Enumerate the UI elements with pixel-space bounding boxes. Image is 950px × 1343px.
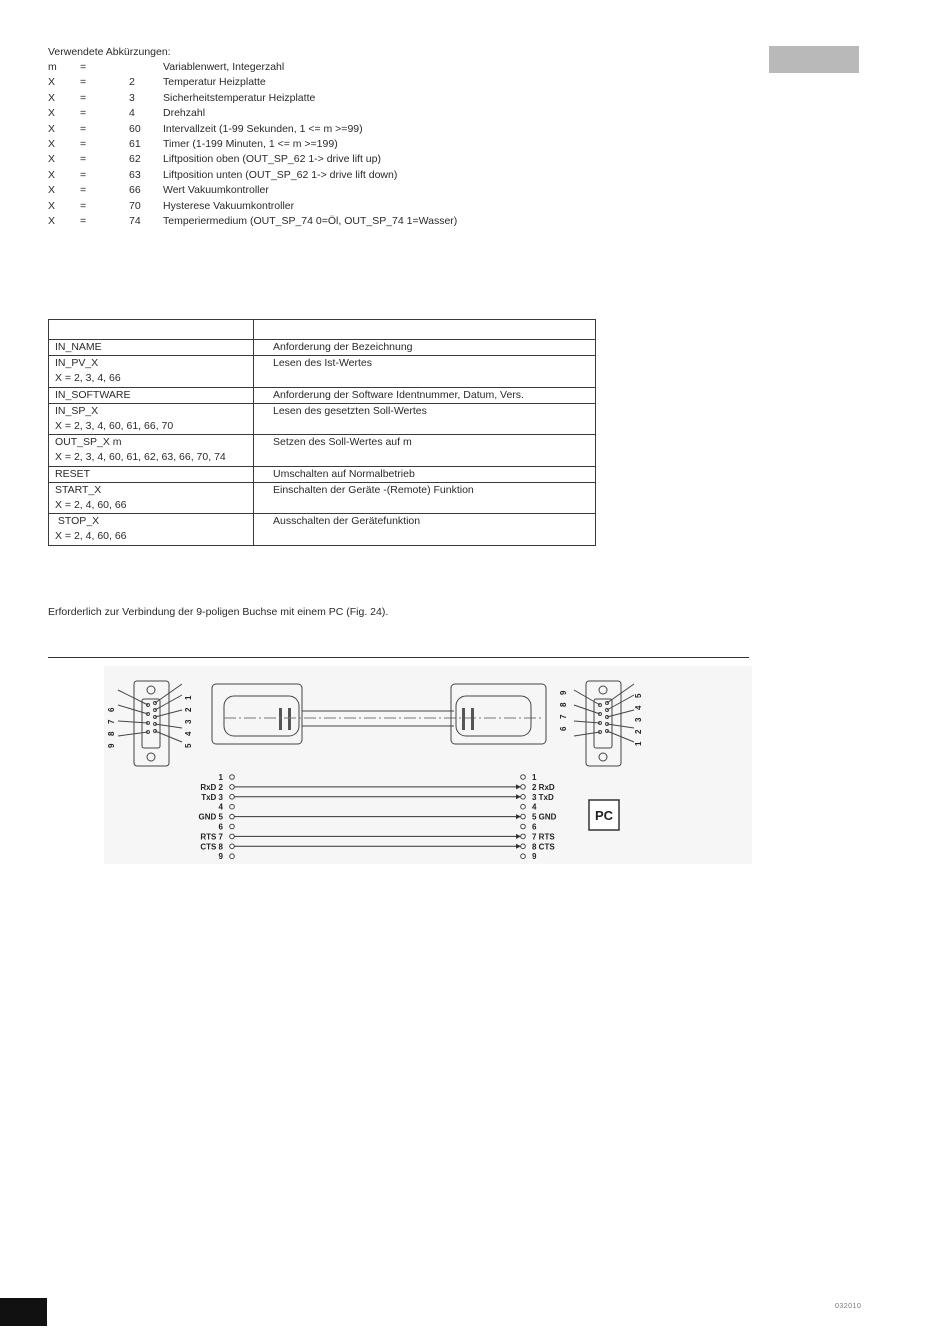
wire-terminal-left — [230, 814, 235, 819]
command-parameters: X = 2, 3, 4, 66 — [55, 372, 121, 385]
pin-number-label: 5 — [634, 693, 643, 698]
pin-number-label: 8 — [107, 731, 116, 736]
pin-number-label: 8 — [559, 702, 568, 707]
command-description: Lesen des Ist-Wertes — [254, 356, 596, 387]
pin-number-label: 2 — [184, 707, 193, 712]
abbreviation-variable: X — [48, 199, 56, 212]
wire-pin-label-left: TxD 3 — [201, 792, 223, 802]
abbreviation-code: 3 — [129, 91, 135, 104]
left-connector-screw — [147, 686, 155, 694]
abbreviation-equals: = — [80, 91, 87, 104]
wire-pin-label-left: 1 — [218, 773, 223, 782]
wire-terminal-right — [521, 824, 526, 829]
pin-number-label: 1 — [184, 695, 193, 700]
abbreviation-variable: X — [48, 214, 56, 227]
wire-pin-label-left: RTS 7 — [200, 832, 223, 842]
wire-arrowhead — [516, 844, 521, 849]
cable-wiring-figure — [104, 666, 752, 864]
command-name: STOP_X — [55, 515, 100, 528]
abbreviation-equals: = — [80, 76, 87, 89]
abbreviation-description: Timer (1-199 Minuten, 1 <= m >=199) — [163, 137, 338, 150]
wire-pin-label-right: 1 — [532, 773, 537, 782]
command-cell — [49, 435, 254, 466]
abbreviation-equals: = — [80, 168, 87, 181]
wire-terminal-left — [230, 804, 235, 809]
pin-number-label: 3 — [184, 719, 193, 724]
pin-number-label: 7 — [107, 719, 116, 724]
command-row — [49, 387, 596, 403]
abbreviation-code: 63 — [129, 168, 141, 181]
cable-note: Erforderlich zur Verbindung der 9-poligen Buchse mit einem PC (Fig. 24). — [48, 606, 389, 618]
command-description: Umschalten auf Normalbetrieb — [254, 466, 596, 482]
grip-rib — [462, 708, 465, 730]
wire-terminal-right — [521, 854, 526, 859]
command-cell — [49, 466, 254, 482]
command-description: Setzen des Soll-Wertes auf m — [254, 435, 596, 466]
abbreviation-equals: = — [80, 153, 87, 166]
right-plug-grip — [456, 696, 531, 736]
wire-terminal-left — [230, 824, 235, 829]
wire-pin-label-right: 2 RxD — [532, 782, 555, 792]
abbreviation-variable: X — [48, 91, 56, 104]
cable-wiring-diagram — [104, 666, 752, 864]
abbreviation-equals: = — [80, 61, 87, 73]
command-name: IN_SP_X — [55, 404, 99, 417]
wire-pin-label-left: GND 5 — [198, 812, 223, 822]
abbreviation-variable: X — [48, 76, 56, 89]
abbreviation-variable: X — [48, 153, 56, 166]
pin-leader-line — [574, 705, 600, 714]
pin-number-label: 6 — [107, 707, 116, 712]
command-name: IN_NAME — [55, 341, 102, 353]
abbreviation-equals: = — [80, 214, 87, 227]
wire-arrowhead — [516, 794, 521, 799]
command-cell — [49, 387, 254, 403]
wire-arrowhead — [516, 784, 521, 789]
command-row — [49, 403, 596, 434]
abbreviation-code: 74 — [129, 214, 141, 227]
abbreviation-equals: = — [80, 122, 87, 135]
command-row — [49, 514, 596, 545]
left-connector-screw — [147, 753, 155, 761]
pin-number-label: 6 — [559, 726, 568, 731]
wire-pin-label-left: 4 — [218, 802, 223, 812]
header-cell-command — [49, 320, 254, 340]
wire-pin-label-right: 9 — [532, 852, 537, 862]
pin-number-label: 4 — [634, 705, 643, 710]
command-cell — [49, 482, 254, 513]
pc-label: PC — [594, 808, 614, 823]
abbreviation-description: Drehzahl — [163, 107, 206, 120]
abbreviation-variable: X — [48, 122, 56, 135]
abbreviation-variable: X — [48, 184, 56, 197]
pin-number-label: 1 — [634, 741, 643, 746]
section-divider — [48, 657, 749, 658]
abbreviation-description: Liftposition unten (OUT_SP_62 1-> drive lift down) — [163, 168, 398, 181]
header-cell-description — [254, 320, 596, 340]
command-description: Anforderung der Software Identnummer, Datum, Vers. — [254, 387, 596, 403]
abbreviation-description: Hysterese Vakuumkontroller — [163, 199, 295, 212]
wire-pin-label-right: 8 CTS — [532, 842, 555, 852]
command-name: OUT_SP_X m — [55, 436, 122, 449]
command-parameters: X = 2, 4, 60, 66 — [55, 530, 127, 543]
command-description: Anforderung der Bezeichnung — [254, 340, 596, 356]
pin-number-label: 9 — [107, 743, 116, 748]
command-description: Lesen des gesetzten Soll-Wertes — [254, 403, 596, 434]
abbreviation-code: 60 — [129, 122, 141, 135]
wire-terminal-left — [230, 854, 235, 859]
abbreviation-description: Temperatur Heizplatte — [163, 76, 266, 89]
abbreviation-variable: X — [48, 168, 56, 181]
grip-rib — [279, 708, 282, 730]
abbreviation-variable: m — [48, 61, 57, 73]
wire-terminal-left — [230, 834, 235, 839]
wire-pin-label-right: 7 RTS — [532, 832, 555, 842]
pin-number-label: 2 — [634, 729, 643, 734]
abbreviation-description: Variablenwert, Integerzahl — [163, 61, 285, 73]
wire-terminal-right — [521, 844, 526, 849]
command-table — [48, 319, 596, 546]
abbreviation-code: 2 — [129, 76, 135, 89]
abbreviation-variable: X — [48, 137, 56, 150]
abbreviation-description: Intervallzeit (1-99 Sekunden, 1 <= m >=99) — [163, 122, 363, 135]
wire-terminal-right — [521, 814, 526, 819]
command-description: Einschalten der Geräte -(Remote) Funktion — [254, 482, 596, 513]
right-connector-face — [594, 699, 612, 748]
grip-rib — [471, 708, 474, 730]
pin-leader-line — [118, 721, 148, 723]
wire-pin-label-left: 6 — [218, 822, 223, 832]
wire-terminal-right — [521, 795, 526, 800]
wire-terminal-left — [230, 844, 235, 849]
wire-terminal-left — [230, 775, 235, 780]
wire-pin-label-right: 3 TxD — [532, 792, 554, 802]
command-row — [49, 466, 596, 482]
command-table-header — [49, 320, 596, 340]
command-parameters: X = 2, 3, 4, 60, 61, 66, 70 — [55, 420, 174, 433]
command-name: RESET — [55, 467, 91, 480]
pin-leader-line — [574, 732, 600, 736]
abbreviation-code: 62 — [129, 153, 141, 166]
command-parameters: X = 2, 4, 60, 66 — [55, 499, 127, 512]
command-name: START_X — [55, 483, 102, 496]
wire-pin-label-right: 4 — [532, 802, 537, 812]
abbreviations-title: Verwendete Abkürzungen: — [48, 46, 171, 58]
wire-pin-label-left: CTS 8 — [200, 842, 223, 852]
abbreviation-equals: = — [80, 199, 87, 212]
command-cell — [49, 340, 254, 356]
command-cell — [49, 356, 254, 387]
pin-leader-line — [574, 690, 600, 705]
pin-number-label: 9 — [559, 690, 568, 695]
command-description: Ausschalten der Gerätefunktion — [254, 514, 596, 545]
document-code: 032010 — [835, 1303, 862, 1310]
page-footer-block — [0, 1298, 47, 1326]
command-row — [49, 340, 596, 356]
pin-number-label: 4 — [184, 731, 193, 736]
abbreviation-description: Wert Vakuumkontroller — [163, 184, 269, 197]
abbreviation-code: 61 — [129, 137, 141, 150]
abbreviation-description: Sicherheitstemperatur Heizplatte — [163, 91, 316, 104]
command-row — [49, 356, 596, 387]
pin-leader-line — [574, 721, 600, 723]
pin-number-label: 7 — [559, 714, 568, 719]
command-name: IN_SOFTWARE — [55, 388, 131, 401]
abbreviation-code: 4 — [129, 107, 135, 120]
pin-number-label: 3 — [634, 717, 643, 722]
wire-pin-label-left: RxD 2 — [200, 782, 223, 792]
wire-terminal-right — [521, 804, 526, 809]
wire-terminal-right — [521, 834, 526, 839]
abbreviation-description: Temperiermedium (OUT_SP_74 0=Öl, OUT_SP_74 1=Wasser) — [163, 214, 458, 227]
abbreviation-equals: = — [80, 107, 87, 120]
command-name: IN_PV_X — [55, 357, 99, 370]
right-connector-screw — [599, 686, 607, 694]
section-tab-marker — [769, 46, 859, 73]
wire-terminal-left — [230, 785, 235, 790]
command-cell — [49, 514, 254, 545]
command-row — [49, 435, 596, 466]
pin-leader-line — [118, 705, 148, 714]
wire-arrowhead — [516, 814, 521, 819]
wire-pin-label-right: 6 — [532, 822, 537, 832]
wire-terminal-right — [521, 785, 526, 790]
right-connector-screw — [599, 753, 607, 761]
grip-rib — [288, 708, 291, 730]
pin-leader-line — [118, 690, 148, 705]
command-parameters: X = 2, 3, 4, 60, 61, 62, 63, 66, 70, 74 — [55, 451, 226, 464]
wire-arrowhead — [516, 834, 521, 839]
abbreviation-code: 66 — [129, 184, 141, 197]
wire-pin-label-left: 9 — [218, 852, 223, 862]
abbreviation-description: Liftposition oben (OUT_SP_62 1-> drive lift up) — [163, 153, 381, 166]
abbreviation-equals: = — [80, 184, 87, 197]
command-cell — [49, 403, 254, 434]
abbreviation-variable: X — [48, 107, 56, 120]
wire-pin-label-right: 5 GND — [532, 812, 557, 822]
wire-terminal-left — [230, 795, 235, 800]
left-plug-grip — [224, 696, 299, 736]
right-plug-housing — [451, 684, 546, 744]
pin-leader-line — [118, 732, 148, 736]
left-connector-face — [142, 699, 160, 748]
abbreviation-code: 70 — [129, 199, 141, 212]
abbreviation-equals: = — [80, 137, 87, 150]
wire-terminal-right — [521, 775, 526, 780]
command-row — [49, 482, 596, 513]
pin-number-label: 5 — [184, 743, 193, 748]
